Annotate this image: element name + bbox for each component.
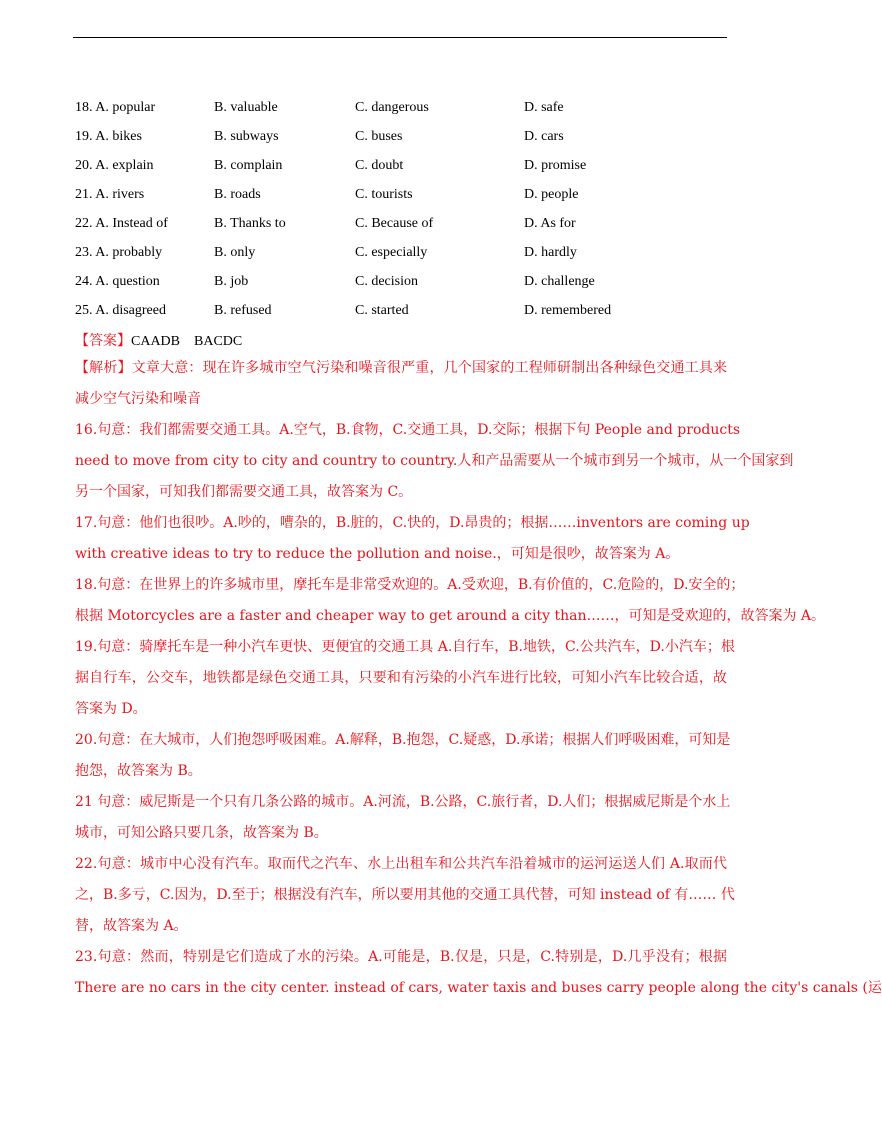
explanation-line: 另一个国家，可知我们都需要交通工具，故答案为 C。	[75, 484, 413, 500]
option-b: B. subways	[214, 129, 279, 144]
option-b: B. only	[214, 245, 256, 260]
answer-label: 【答案】	[75, 333, 131, 349]
option-a: 22. A. Instead of	[75, 216, 168, 231]
option-row	[75, 241, 725, 270]
explanation-line: 17.句意：他们也很吵。A.吵的，嘈杂的，B.脏的，C.快的，D.昂贵的；根据……inventors are coming up	[75, 515, 750, 531]
option-b: B. complain	[214, 158, 283, 173]
explanations-block	[75, 415, 882, 1004]
option-c: C. especially	[355, 245, 428, 260]
option-row	[75, 183, 725, 212]
option-a: 23. A. probably	[75, 245, 163, 260]
explanation-line: need to move from city to city and country to country.人和产品需要从一个城市到另一个城市，从一个国家到	[75, 453, 794, 469]
option-c: C. started	[355, 303, 409, 318]
option-c: C. buses	[355, 129, 403, 144]
option-a: 21. A. rivers	[75, 187, 145, 202]
analysis-line	[75, 353, 727, 384]
option-c: C. Because of	[355, 216, 434, 231]
option-row	[75, 125, 725, 154]
explanation-line: 抱怨，故答案为 B。	[75, 763, 202, 779]
explanation-line: There are no cars in the city center. instead of cars, water taxis and buses carry people along the city's canals (运	[75, 980, 882, 996]
option-d: D. hardly	[524, 245, 577, 260]
explanation-line: 替，故答案为 A。	[75, 918, 188, 934]
option-d: D. cars	[524, 129, 564, 144]
explanation-line: 答案为 D。	[75, 701, 147, 717]
explanation-line: 23.句意：然而，特别是它们造成了水的污染。A.可能是，B.仅是，只是，C.特别是，D.几乎没有；根据	[75, 949, 727, 965]
option-b: B. Thanks to	[214, 216, 286, 231]
option-row	[75, 270, 725, 299]
option-d: D. remembered	[524, 303, 612, 318]
option-c: C. dangerous	[355, 100, 429, 115]
option-c: C. doubt	[355, 158, 404, 173]
analysis-label: 【解析】	[75, 360, 132, 376]
analysis-text: 文章大意：现在许多城市空气污染和噪音很严重，几个国家的工程师研制出各种绿色交通工具来	[131, 360, 728, 376]
option-d: D. promise	[524, 158, 587, 173]
option-a: 24. A. question	[75, 274, 160, 289]
header-rule	[73, 37, 727, 38]
answer-line	[75, 330, 242, 350]
explanation-line: 18.句意：在世界上的许多城市里，摩托车是非常受欢迎的。A.受欢迎，B.有价值的，C.危险的，D.安全的；	[75, 577, 745, 593]
option-b: B. roads	[214, 187, 261, 202]
option-a: 19. A. bikes	[75, 129, 142, 144]
explanation-line: 据自行车，公交车，地铁都是绿色交通工具，只要和有污染的小汽车进行比较，可知小汽车比较合适，故	[75, 670, 727, 686]
explanation-line: 21 句意：威尼斯是一个只有几条公路的城市。A.河流，B.公路，C.旅行者，D.人们；根据威尼斯是个水上	[75, 794, 731, 810]
option-d: D. challenge	[524, 274, 595, 289]
option-row	[75, 299, 725, 328]
explanation-line: 22.句意：城市中心没有汽车。取而代之汽车、水上出租车和公共汽车沿着城市的运河运送人们 A.取而代	[75, 856, 727, 872]
option-d: D. As for	[524, 216, 576, 231]
option-b: B. valuable	[214, 100, 278, 115]
option-row	[75, 154, 725, 183]
option-a: 20. A. explain	[75, 158, 154, 173]
option-d: D. safe	[524, 100, 564, 115]
analysis-line: 减少空气污染和噪音	[75, 391, 201, 407]
explanation-line: 之，B.多亏，C.因为，D.至于；根据没有汽车，所以要用其他的交通工具代替，可知 instead of 有…… 代	[75, 887, 735, 903]
analysis-block	[75, 353, 727, 415]
explanation-line: 19.句意：骑摩托车是一种小汽车更快、更便宜的交通工具 A.自行车，B.地铁，C.公共汽车，D.小汽车；根	[75, 639, 735, 655]
option-b: B. job	[214, 274, 249, 289]
option-c: C. tourists	[355, 187, 413, 202]
options-table	[75, 96, 725, 328]
explanation-line: 城市，可知公路只要几条，故答案为 B。	[75, 825, 328, 841]
explanation-line: 16.句意：我们都需要交通工具。A.空气，B.食物，C.交通工具，D.交际；根据下句 People and products	[75, 422, 741, 438]
option-row	[75, 96, 725, 125]
option-a: 25. A. disagreed	[75, 303, 166, 318]
explanation-line: 20.句意：在大城市，人们抱怨呼吸困难。A.解释，B.抱怨，C.疑惑，D.承诺；根据人们呼吸困难，可知是	[75, 732, 731, 748]
option-b: B. refused	[214, 303, 272, 318]
explanation-line: with creative ideas to try to reduce the pollution and noise.，可知是很吵，故答案为 A。	[75, 546, 680, 562]
option-row	[75, 212, 725, 241]
answer-value: CAADB BACDC	[131, 334, 243, 349]
option-d: D. people	[524, 187, 579, 202]
explanation-line: 根据 Motorcycles are a faster and cheaper way to get around a city than……，可知是受欢迎的，故答案为 A。	[75, 608, 826, 624]
option-c: C. decision	[355, 274, 418, 289]
option-a: 18. A. popular	[75, 100, 156, 115]
